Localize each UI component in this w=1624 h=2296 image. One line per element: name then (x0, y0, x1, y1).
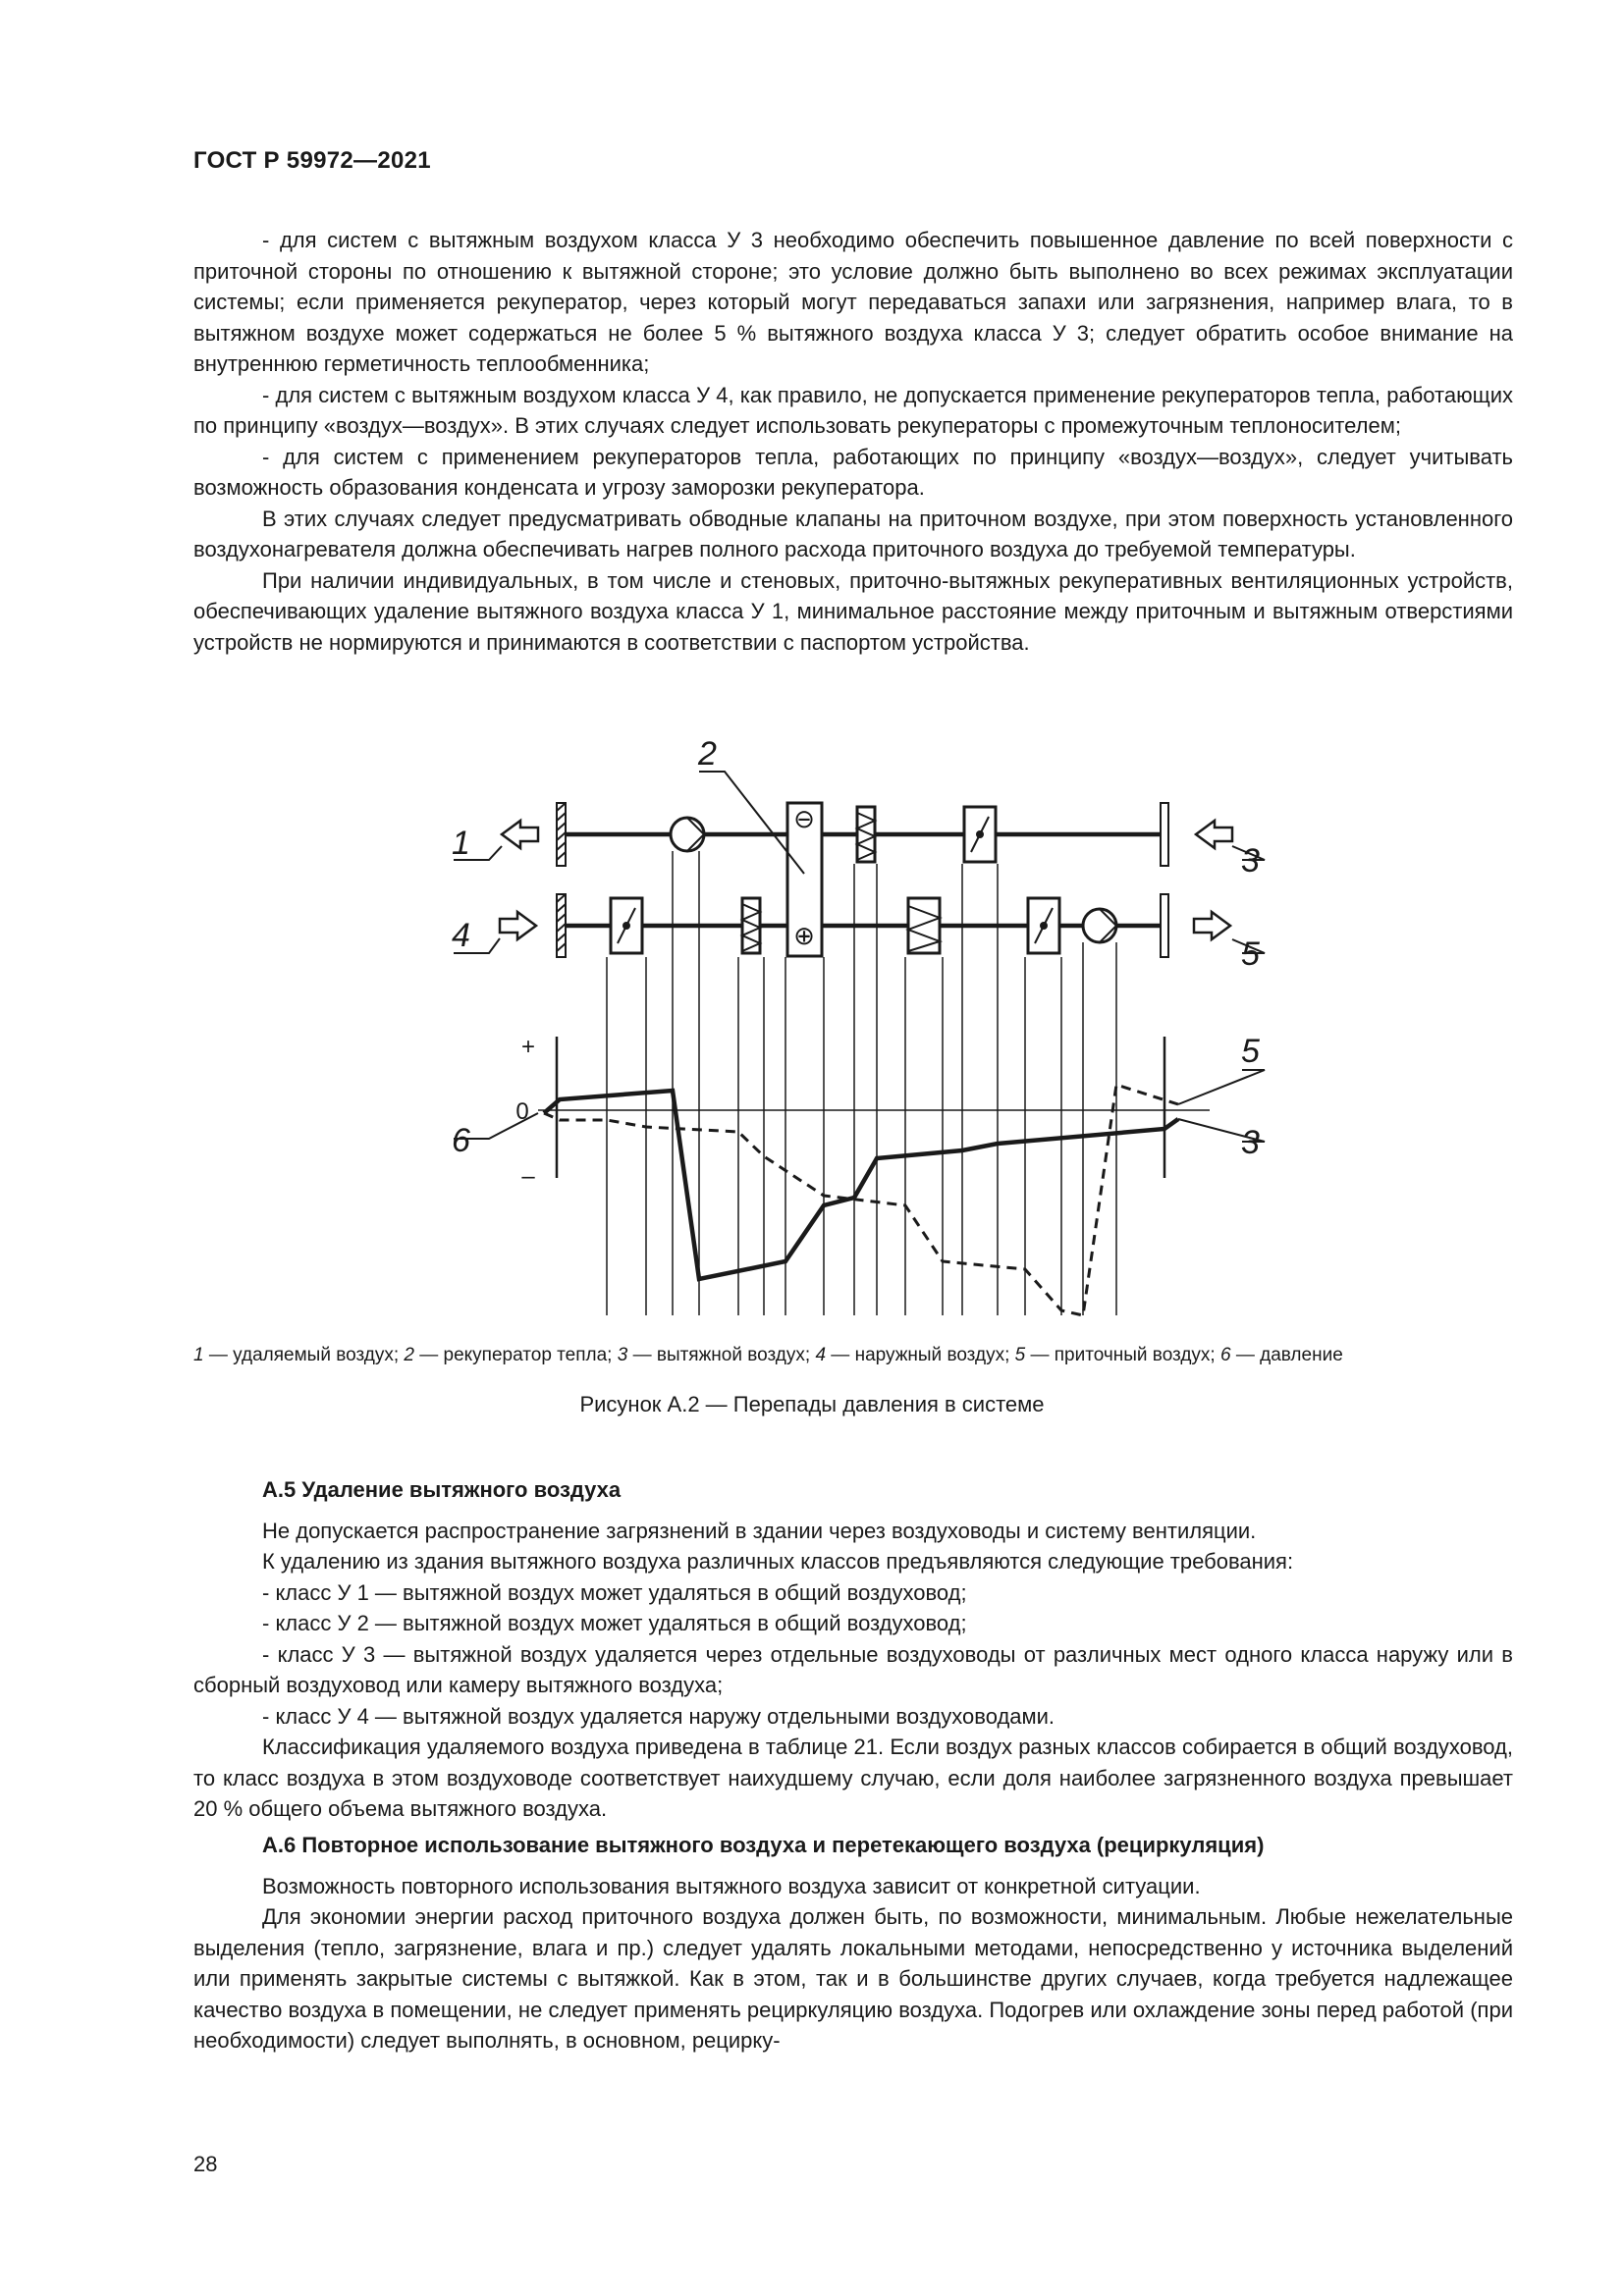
paragraph: Возможность повторного использования вытяжного воздуха зависит от конкретной ситуации. (262, 1873, 1201, 1898)
minus-sign-label: ⊖ (793, 804, 815, 833)
wall-right-lower (1161, 894, 1168, 957)
paragraph: - для систем с вытяжным воздухом класса У 3 необходимо обеспечить повышенное давление по всей поверхности с приточной стороны по отношению к вытяжной стороне; это условие должно быть выполнено во всех режимах эксплуатации системы; если применяется рекуператор, через который могут передаваться запахи или загрязнения, например влага, то в вытяжном воздухе может содержаться не более 5 % вытяжного воздуха класса У 3; следует обратить особое внимание на внутреннюю герметичность теплообменника; (193, 228, 1513, 376)
paragraph: При наличии индивидуальных, в том числе и стеновых, приточно-вытяжных рекуперативных вентиляционных устройств, обеспечивающих удаление вытяжного воздуха класса У 1, минимальное расстояние между приточным и вытяжным отверстиями устройств не нормируются и принимаются в соответствии с паспортом устройства. (193, 567, 1513, 655)
plus-axis-label: + (520, 1034, 536, 1060)
label-2: 2 (698, 735, 717, 773)
wall-right-upper (1161, 803, 1168, 866)
arrow-4-icon (500, 912, 536, 939)
label-1: 1 (452, 825, 470, 862)
section-a6-title: А.6 Повторное использование вытяжного воздуха и перетекающего воздуха (рециркуляция) (262, 1833, 1265, 1857)
label-3a: 3 (1241, 842, 1260, 880)
pressure-diagram (0, 726, 1624, 1325)
plus-sign-label: ⊕ (793, 921, 815, 950)
zero-axis-label: 0 (515, 1098, 529, 1125)
paragraph: Для экономии энергии расход приточного воздуха должен быть, по возможности, минимальным. Любые нежелательные выделения (тепло, загрязнение, влага и пр.) следует удалять локальными методами, непосредственно у источника выделений или применять закрытые системы с вытяжкой. Как в этом, так и в большинстве других случаев, когда требуется надлежащее качество воздуха в помещении, не следует применять рециркуляцию воздуха. Подогрев или охлаждение зоны перед работой (при необходимости) следует выполнять, в основном, рецирку- (193, 1904, 1513, 2053)
paragraph: - класс У 2 — вытяжной воздух может удаляться в общий воздуховод; (262, 1611, 967, 1635)
leader-5b (1178, 1070, 1265, 1104)
label-5a: 5 (1241, 935, 1260, 973)
figure-legend: 1 — удаляемый воздух; 2 — рекуператор тепла; 3 — вытяжной воздух; 4 — наружный воздух; 5 — приточный воздух; 6 — давление (193, 1345, 1343, 1365)
paragraph: - класс У 3 — вытяжной воздух удаляется через отдельные воздуховоды от различных мест одного класса наружу или в сборный воздуховод или камеру вытяжного воздуха; (193, 1641, 1513, 1697)
label-3b: 3 (1241, 1124, 1260, 1161)
paragraph: - для систем с вытяжным воздухом класса У 4, как правило, не допускается применение рекуператоров тепла, работающих по принципу «воздух—воздух». В этих случаях следует использовать рекуператоры с промежуточным теплоносителем; (193, 382, 1513, 438)
minus-axis-label: – (521, 1163, 535, 1190)
label-6: 6 (452, 1122, 470, 1159)
label-5b: 5 (1241, 1033, 1260, 1070)
paragraph: - класс У 1 — вытяжной воздух может удаляться в общий воздуховод; (262, 1579, 967, 1605)
top-text-block (193, 225, 1513, 658)
fan-lower-icon (1083, 909, 1116, 942)
label-4: 4 (452, 917, 470, 954)
figure-caption: Рисунок А.2 — Перепады давления в системе (579, 1392, 1045, 1416)
section-a5 (193, 1474, 1513, 1825)
arrow-1-icon (502, 821, 538, 848)
section-a6 (193, 1830, 1513, 2056)
paragraph: К удалению из здания вытяжного воздуха различных классов предъявляются следующие требования: (262, 1549, 1294, 1574)
paragraph: - класс У 4 — вытяжной воздух удаляется наружу отдельными воздуховодами. (262, 1703, 1056, 1729)
paragraph: Классификация удаляемого воздуха приведена в таблице 21. Если воздух разных классов собирается в общий воздуховод, то класс воздуха в этом воздуховоде соответствует наихудшему случаю, если доля наиболее загрязненного воздуха превышает 20 % общего объема вытяжного воздуха. (193, 1735, 1513, 1821)
section-a5-title: А.5 Удаление вытяжного воздуха (262, 1477, 622, 1502)
heater-icon (908, 898, 940, 953)
document-header: ГОСТ Р 59972—2021 (193, 147, 431, 174)
paragraph: В этих случаях следует предусматривать обводные клапаны на приточном воздухе, при этом поверхность установленного воздухонагревателя должна обеспечивать нагрев полного расхода приточного воздуха до требуемой температуры. (193, 506, 1513, 561)
page-number: 28 (193, 2152, 218, 2176)
paragraph: Не допускается распространение загрязнений в здании через воздуховоды и систему вентиляции. (262, 1518, 1257, 1543)
arrow-5-icon (1194, 912, 1230, 939)
paragraph: - для систем с применением рекуператоров тепла, работающих по принципу «воздух—воздух», следует учитывать возможность образования конденсата и угрозу заморозки рекуператора. (193, 444, 1513, 500)
arrow-3-icon (1196, 821, 1232, 848)
fan-upper-icon (671, 818, 704, 851)
